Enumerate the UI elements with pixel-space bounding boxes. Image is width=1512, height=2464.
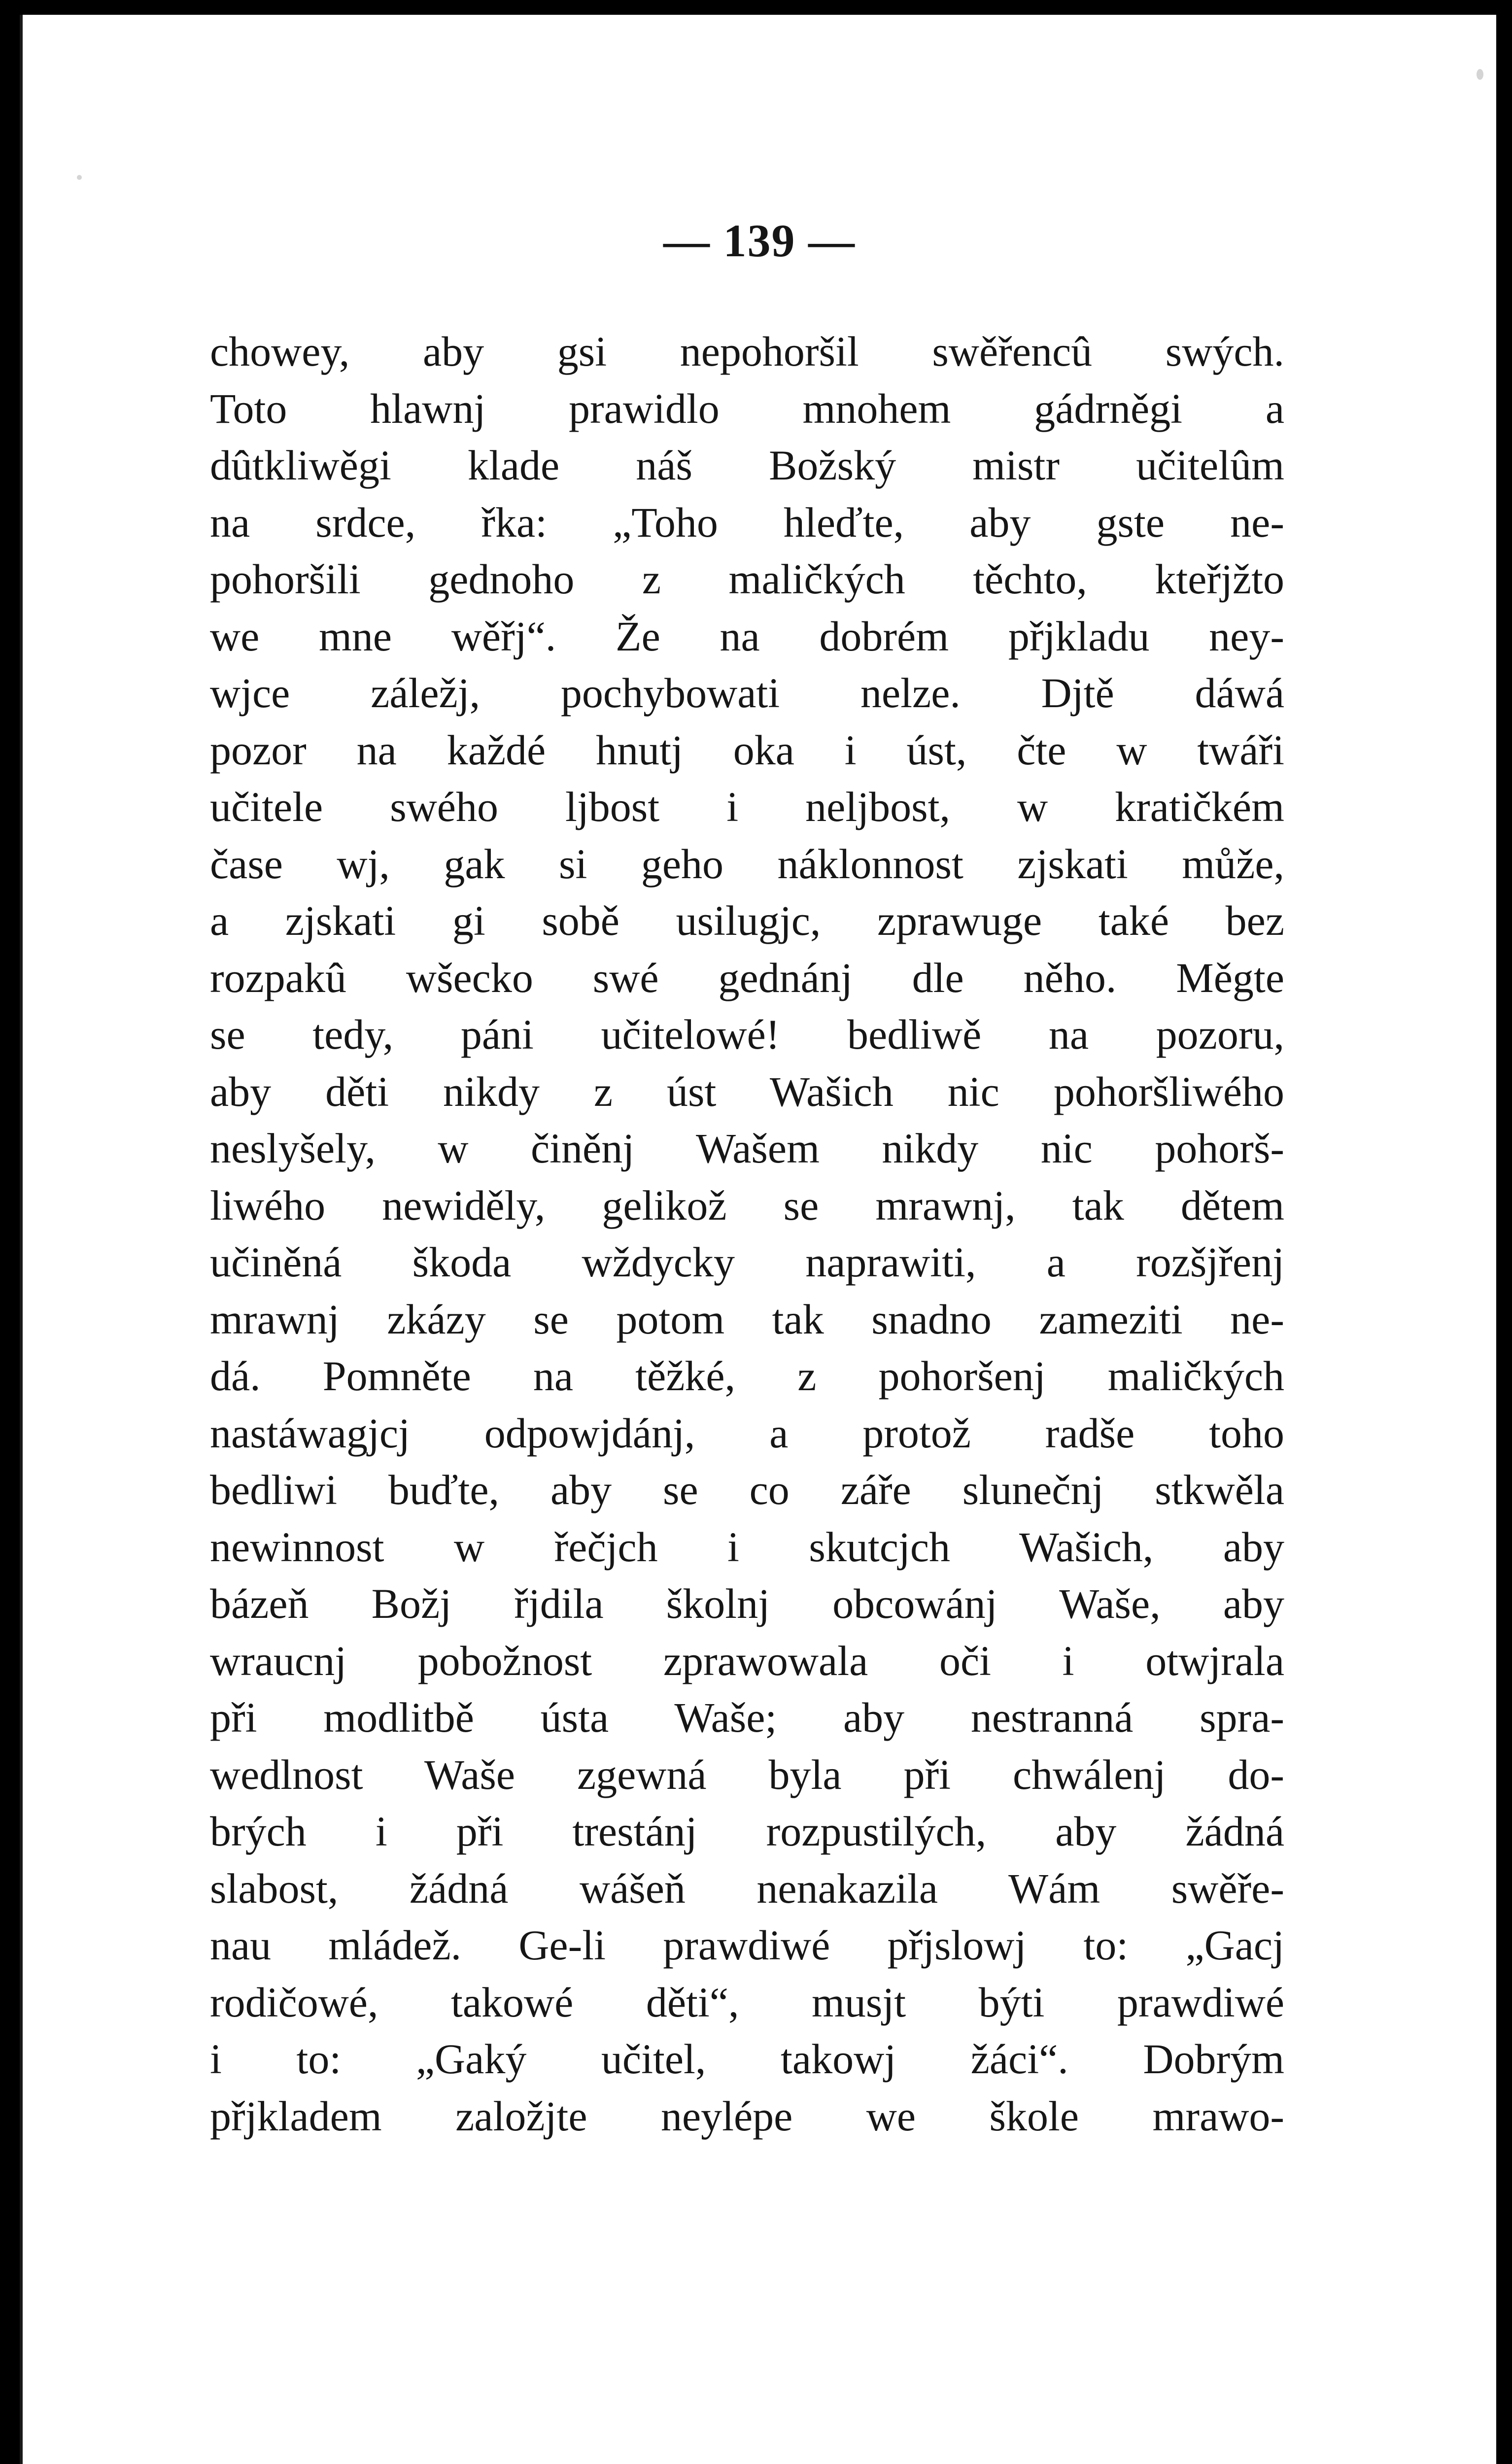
ink-speck xyxy=(77,175,82,180)
text-line: na srdce, řka: „Toho hleďte, aby gste ne- xyxy=(210,498,1284,546)
text-line: dá. Pomněte na těžké, z pohoršenj maličkých xyxy=(210,1352,1284,1400)
page-text xyxy=(210,323,1284,2145)
text-line: neslyšely, w činěnj Wašem nikdy nic pohorš- xyxy=(210,1125,1284,1172)
text-line: liwého newiděly, gelikož se mrawnj, tak dětem xyxy=(210,1181,1284,1229)
text-line: wjce záležj, pochybowati nelze. Djtě dáwá xyxy=(210,669,1284,717)
text-line: bázeň Božj řjdila školnj obcowánj Waše, aby xyxy=(210,1580,1284,1627)
page-number: — 139 — xyxy=(663,215,856,267)
text-line: slabost, žádná wášeň nenakazila Wám swěře- xyxy=(210,1864,1284,1912)
text-line: dûtkliwěgi klade náš Božský mistr učitelûm xyxy=(210,442,1284,489)
text-line: a zjskati gi sobě usilugjc, zprawuge také bez xyxy=(210,897,1284,944)
ink-speck xyxy=(1477,69,1483,80)
text-line: Toto hlawnj prawidlo mnohem gádrněgi a xyxy=(210,384,1284,432)
text-line: mrawnj zkázy se potom tak snadno zameziti ne- xyxy=(210,1295,1284,1343)
text-line: aby děti nikdy z úst Wašich nic pohoršliwého xyxy=(210,1067,1284,1115)
text-line: wraucnj pobožnost zprawowala oči i otwjrala xyxy=(210,1637,1284,1684)
text-line: wedlnost Waše zgewná byla při chwálenj do- xyxy=(210,1750,1284,1798)
text-line: rozpakû wšecko swé gednánj dle něho. Měgte xyxy=(210,954,1284,1001)
text-line: rodičowé, takowé děti“, musjt býti prawdiwé xyxy=(210,1978,1284,2026)
text-line: učiněná škoda wždycky naprawiti, a rozšjřenj xyxy=(210,1238,1284,1286)
text-line: we mne wěřj“. Že na dobrém přjkladu ney- xyxy=(210,612,1284,660)
text-line: i to: „Gaký učitel, takowj žáci“. Dobrým xyxy=(210,2035,1284,2083)
text-line: pozor na každé hnutj oka i úst, čte w twáři xyxy=(210,726,1284,774)
text-line: nastáwagjcj odpowjdánj, a protož radše toho xyxy=(210,1409,1284,1457)
book-page xyxy=(20,15,1496,2464)
text-line: přjkladem založjte neylépe we škole mrawo- xyxy=(210,2092,1284,2140)
text-line: se tedy, páni učitelowé! bedliwě na pozoru, xyxy=(210,1011,1284,1058)
text-line: brých i při trestánj rozpustilých, aby žádná xyxy=(210,1808,1284,1855)
text-line: bedliwi buďte, aby se co záře slunečnj stkwěla xyxy=(210,1466,1284,1513)
text-line: chowey, aby gsi nepohoršil swěřencû swých. xyxy=(210,328,1284,375)
text-line: pohoršili gednoho z maličkých těchto, kteřjžto xyxy=(210,555,1284,603)
text-line: při modlitbě ústa Waše; aby nestranná spra- xyxy=(210,1694,1284,1741)
text-line: newinnost w řečjch i skutcjch Wašich, aby xyxy=(210,1523,1284,1571)
text-line: učitele swého ljbost i neljbost, w kratičkém xyxy=(210,783,1284,830)
text-line: čase wj, gak si geho náklonnost zjskati může, xyxy=(210,840,1284,888)
text-line: nau mládež. Ge-li prawdiwé přjslowj to: „Gacj xyxy=(210,1921,1284,1969)
